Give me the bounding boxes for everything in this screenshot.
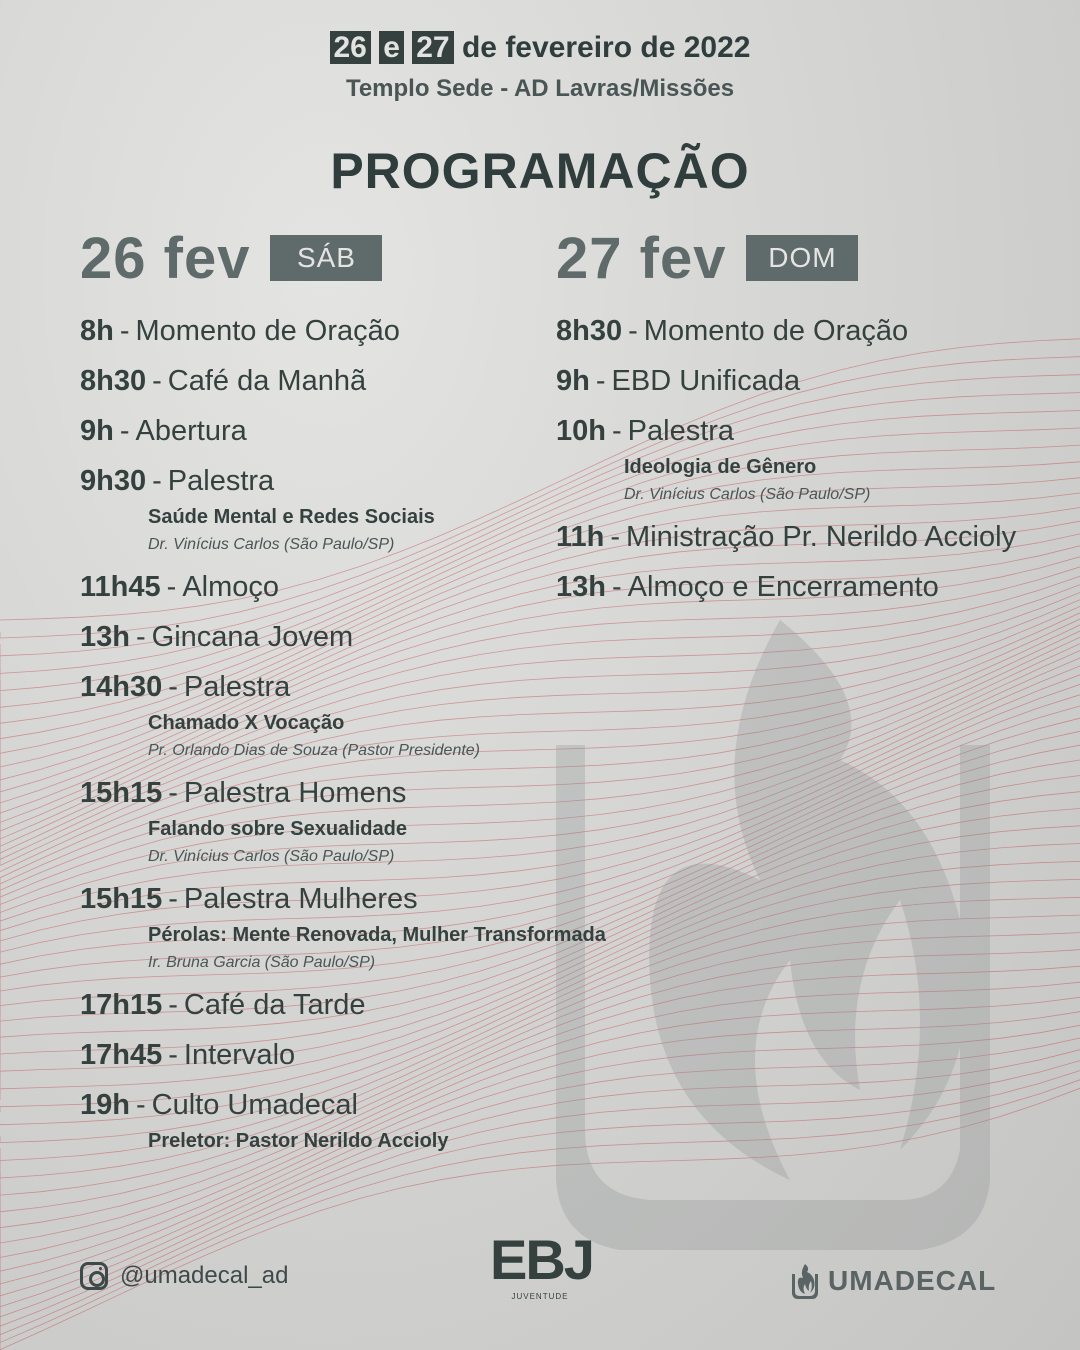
schedule-item (80, 460, 550, 558)
flame-icon (790, 1262, 820, 1300)
schedule-line (80, 1034, 550, 1076)
schedule-time: 8h (80, 315, 114, 347)
schedule-label: Palestra (627, 415, 735, 447)
event-venue: Templo Sede - AD Lavras/Missões (345, 75, 735, 102)
schedule-separator: - (168, 1039, 178, 1071)
schedule-time: 15h15 (80, 883, 163, 915)
schedule-speaker: Dr. Vinícius Carlos (São Paulo/SP) (148, 536, 395, 553)
schedule-label: EBD Unificada (611, 365, 801, 397)
ebj-logo-text: EBJ (490, 1228, 593, 1291)
schedule-line (556, 410, 1036, 452)
schedule-line (80, 410, 550, 452)
schedule-separator: - (611, 415, 622, 447)
schedule-topic: Falando sobre Sexualidade (148, 818, 407, 840)
schedule-item (80, 566, 550, 608)
schedule-time: 17h15 (80, 989, 163, 1021)
day2-header (556, 226, 858, 290)
date-rest: de fevereiro de 2022 (461, 31, 751, 64)
schedule-label: Intervalo (183, 1039, 296, 1071)
schedule-line (80, 878, 550, 920)
schedule-separator: - (152, 365, 162, 397)
schedule-item (80, 410, 550, 452)
schedule-label: Ministração Pr. Nerildo Accioly (626, 521, 1017, 553)
schedule-line (556, 566, 1036, 608)
schedule-label: Momento de Oração (643, 315, 909, 347)
schedule-item (80, 772, 550, 870)
schedule-separator: - (166, 571, 177, 603)
schedule-item (80, 360, 550, 402)
schedule-item (556, 566, 1036, 608)
schedule-item (80, 310, 550, 352)
date-highlight-1: 26 (330, 31, 371, 64)
schedule-line (80, 360, 550, 402)
schedule-separator: - (168, 883, 178, 915)
schedule-time: 8h30 (556, 315, 623, 347)
schedule-time: 11h45 (80, 571, 161, 603)
schedule-item (80, 1084, 550, 1156)
day2-date: 27 fev (556, 225, 727, 291)
schedule-separator: - (168, 777, 178, 809)
schedule-separator: - (168, 671, 178, 703)
schedule-speaker: Dr. Vinícius Carlos (São Paulo/SP) (624, 486, 871, 503)
schedule-topic: Ideologia de Gênero (624, 456, 817, 478)
date-connector: e (379, 31, 404, 64)
day1-weekday-badge: SÁB (270, 235, 382, 281)
schedule-topic: Chamado X Vocação (148, 712, 345, 734)
schedule-time: 17h45 (80, 1039, 163, 1071)
schedule-separator: - (135, 621, 146, 653)
schedule-item (80, 1034, 550, 1076)
page-title: PROGRAMAÇÃO (330, 143, 750, 199)
schedule-speaker: Ir. Bruna Garcia (São Paulo/SP) (148, 954, 376, 971)
schedule-topic: Saúde Mental e Redes Sociais (148, 506, 435, 528)
schedule-speaker: Dr. Vinícius Carlos (São Paulo/SP) (148, 848, 395, 865)
schedule-separator: - (168, 989, 178, 1021)
schedule-separator: - (628, 315, 638, 347)
schedule-time: 15h15 (80, 777, 163, 809)
schedule-label: Café da Tarde (183, 989, 366, 1021)
schedule-label: Almoço e Encerramento (627, 571, 939, 603)
schedule-time: 9h30 (80, 465, 147, 497)
day1-header (80, 226, 382, 290)
schedule-separator: - (119, 315, 130, 347)
schedule-separator: - (611, 571, 622, 603)
schedule-line (556, 310, 1036, 352)
schedule-label: Abertura (135, 415, 247, 447)
schedule-line (80, 310, 550, 352)
schedule-item (556, 310, 1036, 352)
schedule-label: Palestra (167, 465, 275, 497)
day2-schedule (556, 310, 1036, 616)
ebj-logo-subtext: JUVENTUDE (511, 1292, 569, 1301)
schedule-item (556, 516, 1036, 558)
schedule-line (80, 1084, 550, 1126)
day1-date: 26 fev (80, 225, 251, 291)
umadecal-logo-text: UMADECAL (828, 1265, 997, 1296)
schedule-time: 8h30 (80, 365, 147, 397)
schedule-label: Palestra Mulheres (183, 883, 418, 915)
schedule-topic: Pérolas: Mente Renovada, Mulher Transformada (148, 924, 606, 946)
schedule-item (80, 878, 606, 976)
schedule-separator: - (152, 465, 162, 497)
schedule-topic: Preletor: Pastor Nerildo Accioly (148, 1130, 449, 1152)
schedule-label: Palestra Homens (183, 777, 407, 809)
schedule-item (556, 410, 1036, 508)
schedule-line (80, 460, 550, 502)
schedule-item (80, 666, 550, 764)
schedule-time: 11h (556, 521, 605, 553)
day2-weekday-badge: DOM (746, 235, 858, 281)
schedule-line (80, 984, 550, 1026)
schedule-label: Almoço (182, 571, 280, 603)
schedule-time: 19h (80, 1089, 130, 1121)
schedule-item (80, 616, 550, 658)
schedule-separator: - (610, 521, 621, 553)
schedule-line (80, 666, 550, 708)
schedule-line (80, 616, 550, 658)
ebj-logo (490, 1228, 593, 1301)
schedule-line (556, 360, 1036, 402)
schedule-separator: - (135, 1089, 146, 1121)
instagram-link[interactable] (80, 1262, 288, 1290)
umadecal-logo (790, 1262, 996, 1300)
schedule-time: 9h (556, 365, 590, 397)
schedule-label: Café da Manhã (167, 365, 367, 397)
schedule-label: Gincana Jovem (151, 621, 354, 653)
schedule-line (80, 772, 550, 814)
schedule-item (80, 984, 550, 1026)
schedule-separator: - (595, 365, 606, 397)
schedule-line (556, 516, 1036, 558)
schedule-time: 13h (80, 621, 130, 653)
schedule-separator: - (119, 415, 130, 447)
event-header (0, 28, 1080, 106)
schedule-line (80, 566, 550, 608)
schedule-item (556, 360, 1036, 402)
event-date (0, 28, 1080, 68)
schedule-time: 9h (80, 415, 114, 447)
instagram-handle: @umadecal_ad (120, 1262, 289, 1289)
flame-watermark (556, 620, 990, 1250)
schedule-label: Momento de Oração (135, 315, 400, 347)
schedule-label: Culto Umadecal (151, 1089, 358, 1121)
schedule-time: 14h30 (80, 671, 163, 703)
schedule-time: 10h (556, 415, 606, 447)
schedule-speaker: Pr. Orlando Dias de Souza (Pastor Presidente) (148, 742, 481, 759)
schedule-time: 13h (556, 571, 606, 603)
schedule-label: Palestra (183, 671, 291, 703)
date-highlight-2: 27 (412, 31, 453, 64)
instagram-icon (80, 1262, 108, 1290)
